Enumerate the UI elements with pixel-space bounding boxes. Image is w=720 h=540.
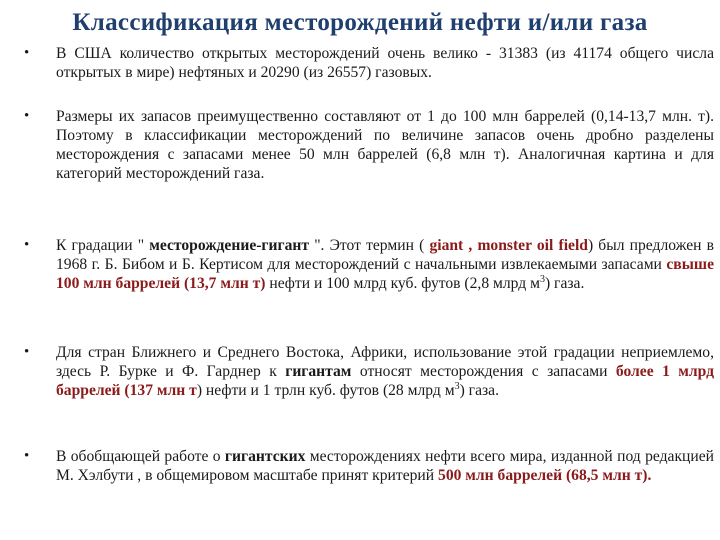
bullet-text: В США количество открытых месторождений очень велико - 31383 (из 41174 общего числа открытых в мире) нефтяных и 20290 (из 26557) газовых.: [56, 45, 714, 81]
bullet-text: В обобщающей работе о гигантских месторождениях нефти всего мира, изданной под редакцией М. Хэлбути , в общемировом масштабе принят критерий 500 млн баррелей (68,5 млн т).: [56, 448, 714, 484]
bullet-marker: •: [24, 448, 30, 464]
bullet-middle-east: [24, 343, 714, 400]
bullet-marker: •: [24, 108, 30, 124]
bullet-marker: •: [24, 45, 30, 61]
term-giants: гигантам: [285, 363, 352, 380]
bullet-text: К градации " месторождение-гигант ". Этот термин ( giant , monster oil field) был предложен в 1968 г. Б. Бибом и Б. Кертисом для месторождений с начальными извлекаемыми запасами свыше 100 млн баррелей (13,7 млн т) нефти и 100 млрд куб. футов (2,8 млрд $м^3$) газа.: [56, 237, 714, 292]
bullet-us-fields-count: [24, 44, 714, 82]
bullet-text: Для стран Ближнего и Среднего Востока, Африки, использование этой градации неприемлемо, здесь Р. Бурке и Ф. Гарднер к гигантам относят месторождения с запасами более 1 млрд баррелей (137 млн т) нефти и 1 трлн куб. футов (28 млрд $м^3$) газа.: [56, 344, 715, 399]
bullet-text: Размеры их запасов преимущественно составляют от 1 до 100 млн баррелей (0,14-13,7 млн. т). Поэтому в классификации месторождений по величине запасов очень дробно разделены месторождения с запасами менее 50 млн баррелей (6,8 млн т). Аналогичная картина и для категорий месторождений газа.: [56, 108, 714, 182]
bullet-giant-definition: [24, 236, 714, 293]
bullet-halbouty: [24, 447, 714, 485]
term-giant-field: месторождение-гигант: [149, 237, 310, 254]
term-giant-adj: гигантских: [224, 448, 306, 465]
bullet-marker: •: [24, 344, 30, 360]
threshold-100m-barrels: свыше 100 млн баррелей (13,7 млн т): [56, 256, 714, 292]
term-giant-english: giant , monster oil field: [429, 237, 588, 254]
bullet-marker: •: [24, 237, 30, 253]
bullet-reserve-sizes: [24, 107, 714, 183]
threshold-500m-barrels: 500 млн баррелей (68,5 млн т): [438, 467, 648, 484]
slide-title: Классификация месторождений нефти и/или газа: [72, 9, 648, 36]
threshold-1bn-barrels: более 1 млрд баррелей (137 млн т: [56, 363, 715, 399]
